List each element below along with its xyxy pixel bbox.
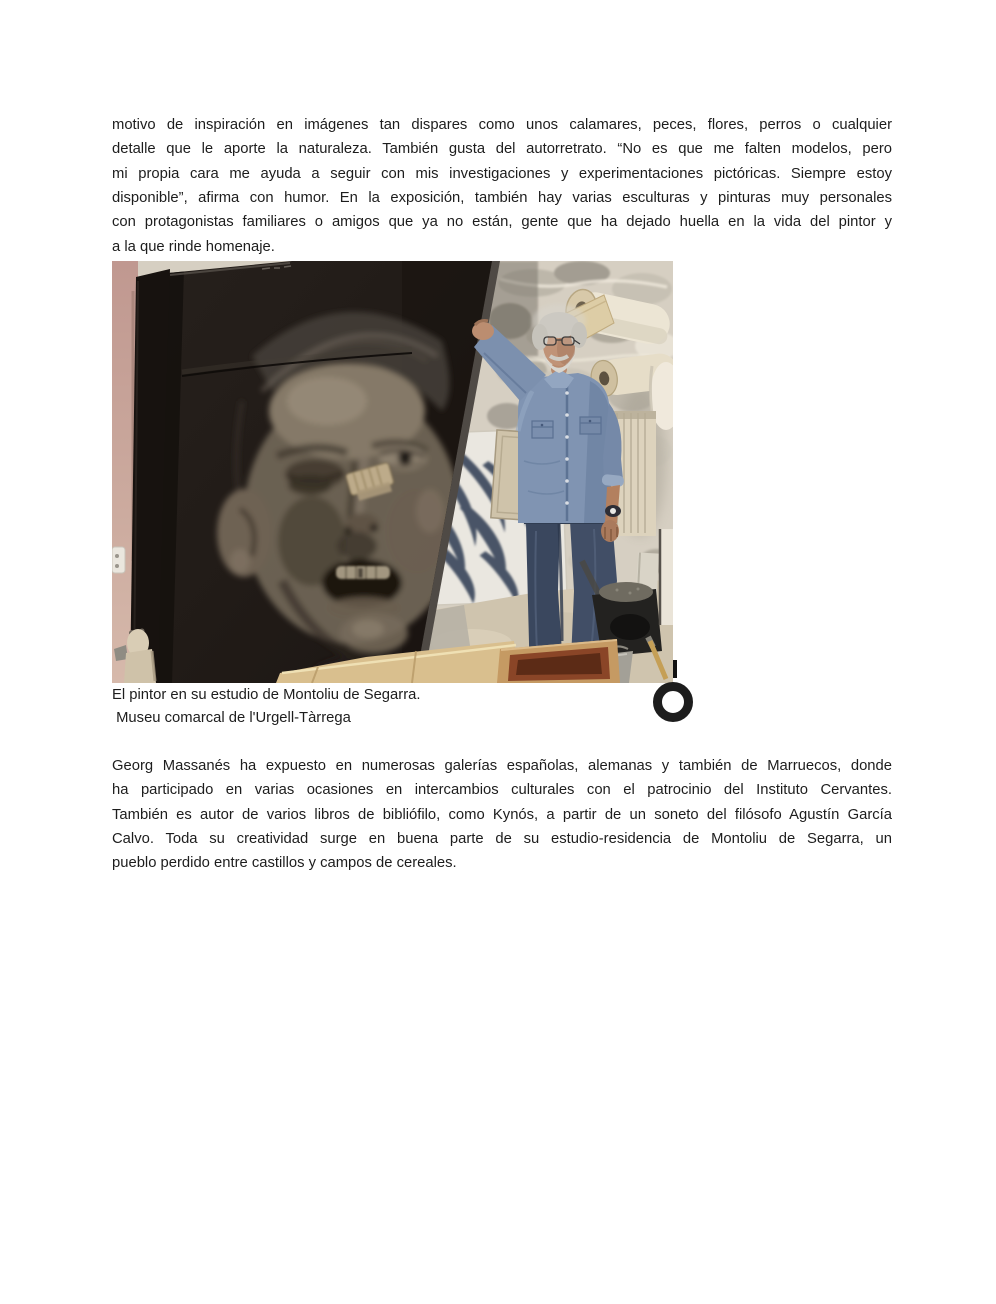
article-paragraph-1 — [112, 113, 892, 259]
text-line: detalle que le aporte la naturaleza. También gusta del autorretrato. “No es que me falten modelos, pero — [112, 141, 892, 158]
wall-outlet — [112, 547, 125, 573]
photo-caption-line-1: El pintor en su estudio de Montoliu de Segarra. — [112, 687, 421, 703]
text-line: disponible”, afirma con humor. En la exposición, también hay varias esculturas y pinturas muy personales — [112, 189, 892, 206]
text-line: con protagonistas familiares o amigos que ya no están, gente que ha dejado huella en la vida del pintor y — [112, 214, 892, 231]
text-line: También es autor de varios libros de bibliófilo, como Kynós, a partir de un soneto del filósofo Agustín García — [112, 806, 892, 823]
text-line: pueblo perdido entre castillos y campos de cereales. — [112, 855, 457, 872]
text-line: ha participado en varias ocasiones en intercambios culturales con el patrocinio del Instituto Cervantes. — [112, 782, 892, 799]
text-line: mi propia cara me ayuda a seguir con mis investigaciones y experimentaciones pictóricas. Siempre estoy — [112, 165, 892, 182]
text-line: Georg Massanés ha expuesto en numerosas galerías españolas, alemanas y también de Marruecos, donde — [112, 758, 892, 774]
studio-photo-illustration — [112, 261, 673, 683]
text-line: a la que rinde homenaje. — [112, 238, 275, 255]
painter-shirt — [518, 373, 612, 523]
text-line: Calvo. Toda su creatividad surge en buena parte de su estudio-residencia de Montoliu de Segarra, un — [112, 830, 892, 847]
cursor-bar — [673, 660, 677, 678]
studio-photo — [112, 261, 673, 683]
text-line: motivo de inspiración en imágenes tan dispares como unos calamares, peces, flores, perros o cualquier — [112, 117, 892, 133]
article-paragraph-2 — [112, 754, 892, 876]
photo-caption-line-2: Museu comarcal de l'Urgell-Tàrrega — [112, 710, 351, 726]
